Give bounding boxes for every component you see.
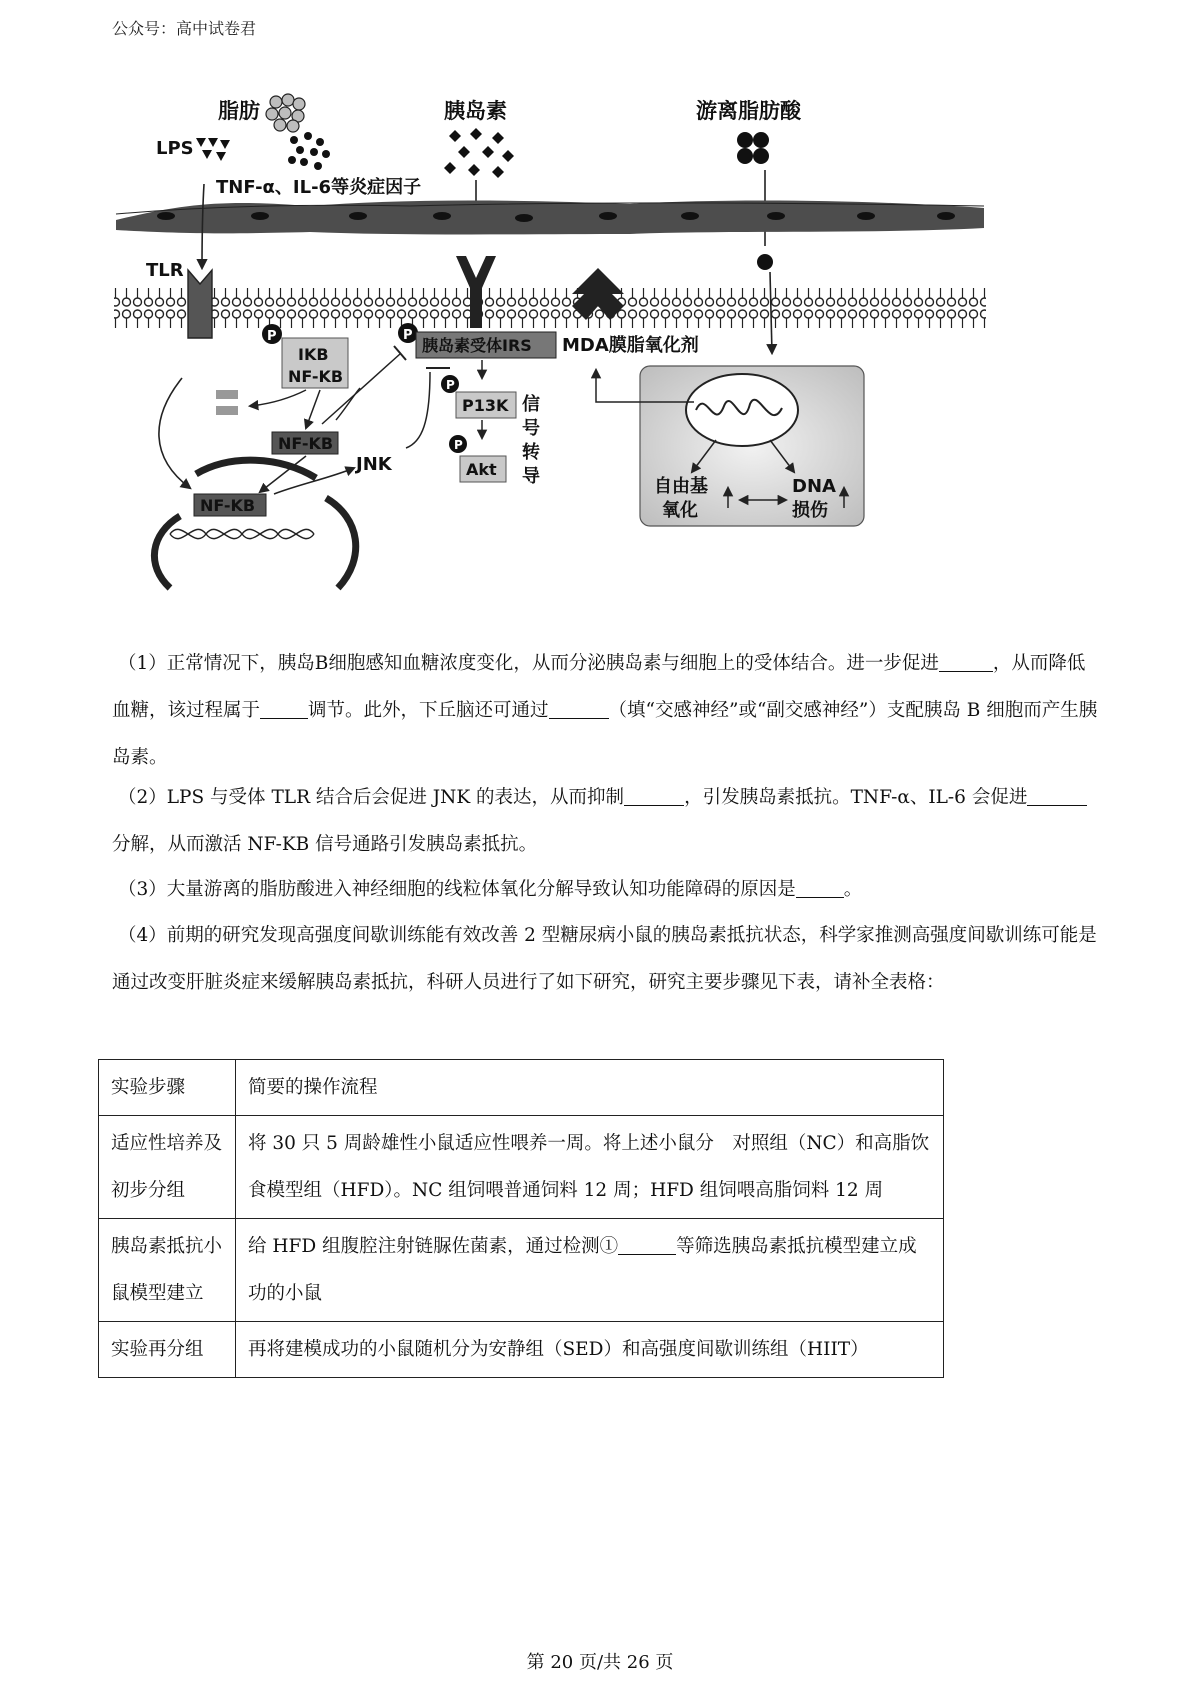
- signal-transduction-char-4: 导: [522, 466, 540, 487]
- nuclear-envelope-left: [154, 516, 180, 588]
- procedure-cell: 给 HFD 组腹腔注射链脲佐菌素，通过检测① 等筛选胰岛素抵抗模型建立成功的小鼠: [236, 1219, 944, 1322]
- jnk-label: JNK: [356, 454, 392, 475]
- question-1: （1）正常情况下，胰岛B细胞感知血糖浓度变化，从而分泌胰岛素与细胞上的受体结合。进一步促进 ，从而降低血糖，该过程属于 调节。此外，下丘脑还可通过 （填“交感神经”或“副交感神经”）支配胰岛 B 细胞而产生胰岛素。: [112, 653, 1098, 768]
- lps-triangles-icon: [196, 138, 230, 161]
- table-row: [99, 1116, 944, 1219]
- question-2: （2）LPS 与受体 TLR 结合后会促进 JNK 的表达，从而抑制 ，引发胰岛素抵抗。TNF-α、IL-6 会促进分解，从而激活 NF-KB 信号通路引发胰岛素抵抗。: [112, 774, 1102, 868]
- free-fatty-acid-icon: [737, 132, 769, 164]
- signal-transduction-char-3: 转: [522, 442, 540, 463]
- tlr-label: TLR: [146, 260, 184, 281]
- question-3: （3）大量游离的脂肪酸进入神经细胞的线粒体氧化分解导致认知功能障碍的原因是 。: [118, 879, 863, 900]
- svg-text:P: P: [403, 328, 413, 343]
- irs-label: 胰岛素受体IRS: [422, 336, 532, 355]
- fat-droplets-icon: [266, 94, 305, 132]
- answer-blank: [260, 700, 308, 720]
- nuclear-envelope-right: [326, 498, 356, 588]
- insulin-label: 胰岛素: [444, 99, 507, 123]
- experiment-steps-table: [98, 1059, 944, 1378]
- free-radical-label-1: 自由基: [654, 476, 708, 497]
- answer-blank: [796, 879, 844, 899]
- answer-blank: [1027, 787, 1087, 807]
- dna-helix-icon: [170, 529, 314, 538]
- nfkb-label: NF-KB: [278, 434, 334, 453]
- inflammatory-factor-label: TNF-α、IL-6等炎症因子: [216, 177, 422, 198]
- svg-text:P: P: [454, 438, 463, 452]
- dna-damage-label-1: DNA: [792, 476, 836, 497]
- answer-blank: [624, 787, 684, 807]
- svg-text:P: P: [267, 329, 277, 344]
- nfkb-label-complex: NF-KB: [288, 367, 344, 386]
- ffa-molecule-icon: [757, 254, 773, 270]
- step-cell: 实验再分组: [99, 1322, 236, 1378]
- step-cell: 胰岛素抵抗小鼠模型建立: [99, 1219, 236, 1322]
- answer-blank: [618, 1236, 676, 1256]
- pi3k-label: P13K: [462, 396, 509, 415]
- table-header-cell: 实验步骤: [99, 1060, 236, 1116]
- table-row: [99, 1219, 944, 1322]
- lps-label: LPS: [156, 138, 194, 159]
- nfkb-nuclear-label: NF-KB: [200, 496, 256, 515]
- signal-transduction-char-1: 信: [522, 394, 540, 415]
- page-footer: 第 20 页/共 26 页: [526, 1652, 674, 1673]
- tlr-receptor-icon: [188, 270, 212, 338]
- step-cell: 适应性培养及初步分组: [99, 1116, 236, 1219]
- insulin-diamonds-icon: [444, 128, 514, 178]
- inflammatory-factor-dots-icon: [288, 132, 330, 170]
- answer-blank: [549, 700, 609, 720]
- jnk-irs-line: [406, 372, 430, 448]
- akt-label: Akt: [466, 460, 497, 479]
- ikb-label: IKB: [298, 345, 329, 364]
- nfkb-release-arrow: [306, 390, 320, 428]
- dna-damage-label-2: 损伤: [792, 500, 828, 521]
- cell-layer: [116, 201, 984, 235]
- ikb-fragment-1: [216, 390, 238, 399]
- answer-blank: [939, 653, 993, 673]
- signal-transduction-char-2: 号: [522, 418, 540, 439]
- ikb-fragment-2: [216, 406, 238, 415]
- free-fatty-acid-label: 游离脂肪酸: [696, 99, 801, 123]
- table-row: [99, 1322, 944, 1378]
- table-header-row: [99, 1060, 944, 1116]
- free-radical-label-2: 氧化: [662, 500, 698, 521]
- cell-membrane: [114, 284, 986, 328]
- table-header-cell: 简要的操作流程: [236, 1060, 944, 1116]
- svg-text:P: P: [446, 378, 455, 392]
- tlr-nucleus-arrow: [159, 378, 190, 488]
- procedure-cell: 将 30 只 5 周龄雄性小鼠适应性喂养一周。将上述小鼠分 对照组（NC）和高脂饮食模型组（HFD）。NC 组饲喂普通饲料 12 周；HFD 组饲喂高脂饲料 12 周: [236, 1116, 944, 1219]
- procedure-cell: 再将建模成功的小鼠随机分为安静组（SED）和高强度间歇训练组（HIIT）: [236, 1322, 944, 1378]
- ikb-degrade-arrow: [250, 390, 306, 406]
- page-header: 公众号：高中试卷君: [112, 19, 257, 38]
- mda-label: MDA膜脂氧化剂: [562, 335, 699, 356]
- fat-label: 脂肪: [218, 99, 260, 123]
- question-4: （4）前期的研究发现高强度间歇训练能有效改善 2 型糖尿病小鼠的胰岛素抵抗状态，科学家推测高强度间歇训练可能是通过改变肝脏炎症来缓解胰岛素抵抗，科研人员进行了如下研究，研究主要步骤见下表，请补全表格：: [112, 925, 1097, 993]
- insulin-resistance-diagram: [110, 88, 990, 640]
